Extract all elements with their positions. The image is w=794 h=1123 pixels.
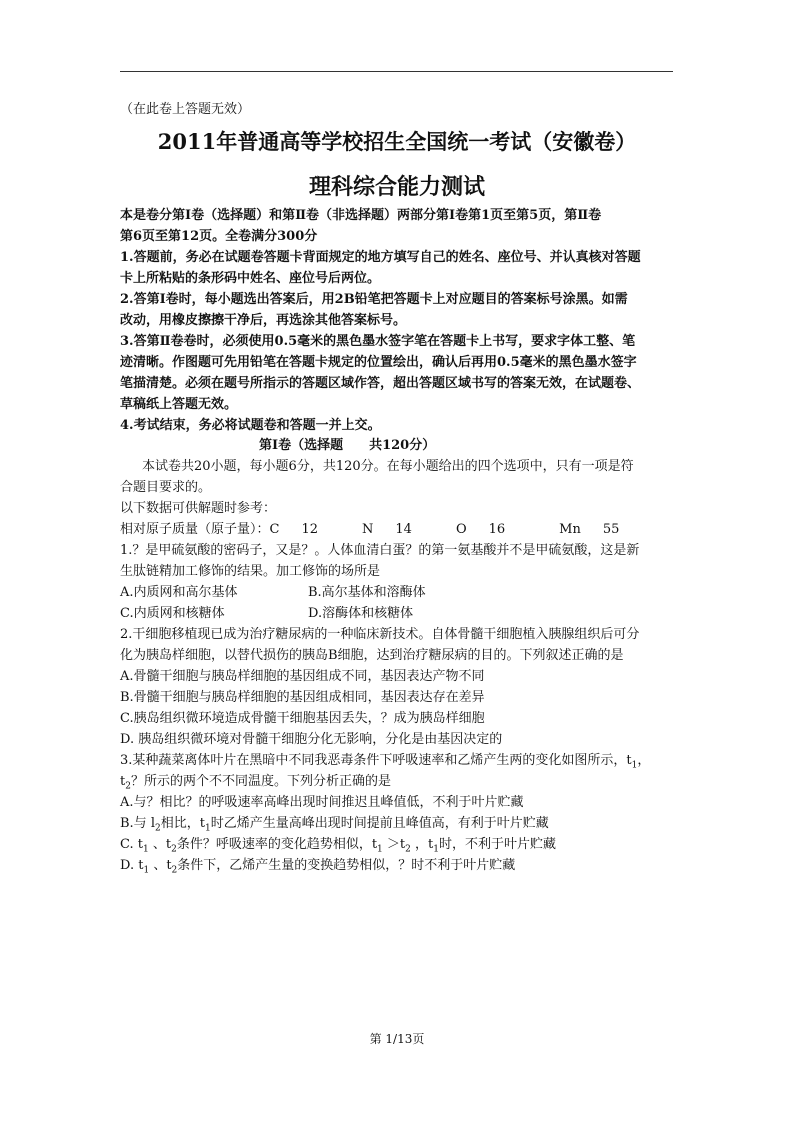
question-stem: 3.某种蔬菜离体叶片在黑暗中不同我恶毒条件下呼吸速率和乙烯产生两的变化如图所示，$t_1$， (120, 753, 651, 771)
element-symbol: Mn (559, 522, 581, 537)
option-d: D. $t_1$ 、$t_2$条件下，乙烯产生量的变换趋势相似，？时不利于叶片贮藏 (120, 858, 516, 876)
instruction-line: 本是卷分第Ⅰ卷（选择题）和第Ⅱ卷（非选择题）两部分第Ⅰ卷第1页至第5页，第Ⅱ卷 (120, 208, 602, 223)
question-stem: $t_2$？所示的两个不不同温度。下列分析正确的是 (120, 774, 391, 792)
instruction-line: 2.答第Ⅰ卷时，每小题选出答案后，用2B铅笔把答题卡上对应题目的答案标号涂黑。如需 (120, 292, 628, 307)
exam-subtitle: 理科综合能力测试 (308, 174, 485, 200)
intro-line: 本试卷共20小题，每小题6分，共120分。在每小题给出的四个选项中，只有一项是符 (142, 459, 634, 474)
question-stem: 生肽链精加工修饰的结果。加工修饰的场所是 (120, 564, 381, 579)
section-points: 共120分） (369, 438, 436, 453)
invalid-answer-note: （在此卷上答题无效） (120, 102, 251, 117)
header-rule (120, 71, 673, 72)
intro-line: 合题目要求的。 (120, 480, 212, 495)
option-c: C. $t_1$ 、$t_2$条件？呼吸速率的变化趋势相似，$t_1 >t_2$ ，$t_1$时，不利于叶片贮藏 (120, 837, 556, 855)
atomic-mass-line (120, 518, 619, 537)
instruction-line: 1.答题前，务必在试题卷答题卡背面规定的地方填写自己的姓名、座位号、并认真核对答题 (120, 250, 641, 265)
element-mass: 14 (395, 522, 412, 537)
instruction-line: 草稿纸上答题无效。 (120, 397, 238, 412)
instruction-line: 改动，用橡皮擦擦干净后，再选涂其他答案标号。 (120, 313, 407, 328)
atomic-mass-label: 相对原子质量（原子量）： (120, 522, 270, 537)
intro-line: 以下数据可供解题时参考： (120, 501, 277, 516)
element-symbol: N (362, 522, 374, 537)
option-d: D.溶酶体和核糖体 (308, 606, 414, 621)
option-a: A.与？相比？的呼吸速率高峰出现时间推迟且峰值低，不利于叶片贮藏 (120, 795, 524, 810)
option-d: D. 胰岛组织微环境对骨髓干细胞分化无影响，分化是由基因决定的 (120, 732, 503, 747)
instruction-line: 迹清晰。作图题可先用铅笔在答题卡规定的位置绘出，确认后再用0.5毫米的黑色墨水签字 (120, 355, 637, 370)
option-c: C.内质网和核糖体 (120, 606, 225, 621)
element-mass: 12 (301, 522, 319, 537)
option-a: A.内质网和高尔基体 (120, 585, 238, 600)
instruction-line: 笔描清楚。必须在题号所指示的答题区域作答，超出答题区域书写的答案无效，在试题卷、 (120, 376, 641, 391)
element-mass: 16 (488, 522, 506, 537)
section-heading (259, 434, 435, 453)
element-symbol: O (455, 522, 467, 537)
element-symbol: C (269, 522, 280, 537)
option-a: A.骨髓干细胞与胰岛样细胞的基因组成不同，基因表达产物不同 (120, 669, 485, 684)
option-b: B.骨髓干细胞与胰岛样细胞的基因组成相同，基因表达存在差异 (120, 690, 485, 705)
instruction-line: 4.考试结束，务必将试题卷和答题一并上交。 (120, 418, 381, 433)
option-b: B.高尔基体和溶酶体 (308, 585, 426, 600)
element-mass: 55 (602, 522, 620, 537)
page-number: 第 1/13页 (369, 1032, 425, 1046)
section-label: 第Ⅰ卷（选择题 (259, 438, 344, 453)
option-b: B.与 $l_2$相比，$t_1$时乙烯产生量高峰出现时间提前且峰值高，有利于叶片贮藏 (120, 816, 549, 834)
question-stem: 2.干细胞移植现已成为治疗糖尿病的一种临床新技术。自体骨髓干细胞植入胰腺组织后可分 (120, 627, 640, 642)
option-c: C.胰岛组织微环境造成骨髓干细胞基因丢失，？成为胰岛样细胞 (120, 711, 485, 726)
question-stem: 1.？是甲硫氨酸的密码子，又是？。人体血清白蛋？的第一氨基酸并不是甲硫氨酸，这是新 (120, 543, 640, 558)
question-stem: 化为胰岛样细胞，以替代损伤的胰岛B细胞，达到治疗糖尿病的目的。下列叙述正确的是 (120, 648, 624, 663)
instruction-line: 3.答第Ⅱ卷卷时，必须使用0.5毫米的黑色墨水签字笔在答题卡上书写，要求字体工整、笔 (120, 334, 636, 349)
instruction-line: 卡上所粘贴的条形码中姓名、座位号后两位。 (120, 271, 381, 286)
instruction-line: 第6页至第12页。全卷满分300分 (120, 229, 318, 244)
exam-title: 2011年普通高等学校招生全国统一考试（安徽卷） (157, 129, 637, 154)
